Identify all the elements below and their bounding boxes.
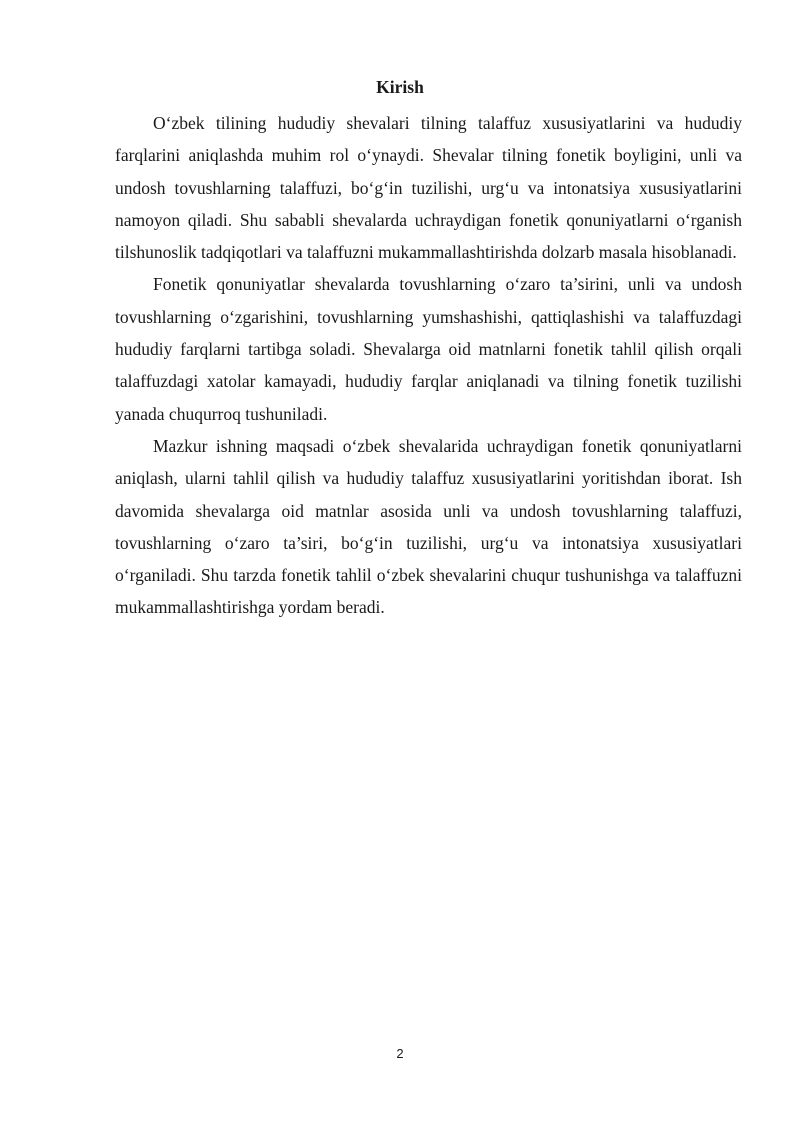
paragraph-1: O‘zbek tilining hududiy shevalari tilning talaffuz xususiyatlarini va hududiy farqlarini aniqlashda muhim rol o‘ynaydi. Shevalar tilning fonetik boyligini, unli va undosh tovushlarning talaffuzi, bo‘g‘in tuzilishi, urg‘u va intonatsiya xususiyatlarini namoyon qiladi. Shu sababli shevalarda uchraydigan fonetik qonuniyatlarni o‘rganish tilshunoslik tadqiqotlari va talaffuzni mukammallashtirishda dolzarb masala hisoblanadi. [115, 113, 742, 263]
body-text [115, 107, 742, 624]
page-number: 2 [396, 1046, 404, 1061]
paragraph-3: Mazkur ishning maqsadi o‘zbek shevalarida uchraydigan fonetik qonuniyatlarni aniqlash, ularni tahlil qilish va hududiy talaffuz xususiyatlarini yoritishdan iborat. Ish davomida shevalarga oid matnlar asosida unli va undosh tovushlarning talaffuzi, tovushlarning o‘zaro ta’siri, bo‘g‘in tuzilishi, urg‘u va intonatsiya xususiyatlari o‘rganiladi. Shu tarzda fonetik tahlil o‘zbek shevalarini chuqur tushunishga va talaffuzni mukammallashtirishga yordam beradi. [115, 435, 742, 618]
paragraph-2: Fonetik qonuniyatlar shevalarda tovushlarning o‘zaro ta’sirini, unli va undosh tovushlarning o‘zgarishini, tovushlarning yumshashishi, qattiqlashishi va talaffuzdagi hududiy farqlarni tartibga soladi. Shevalarga oid matnlarni fonetik tahlil qilish orqali talaffuzdagi xatolar kamayadi, hududiy farqlar aniqlanadi va tilning fonetik tuzilishi yanada chuqurroq tushuniladi. [115, 274, 742, 424]
section-heading: Kirish [376, 77, 424, 97]
